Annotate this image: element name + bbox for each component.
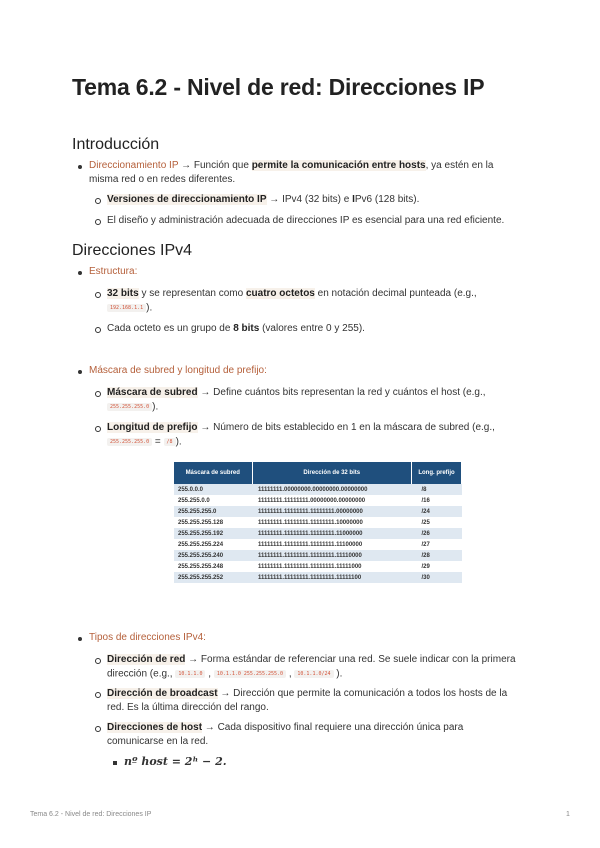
text: dirección (e.g., (107, 668, 176, 680)
text: ). (146, 302, 153, 314)
text: ). (333, 668, 343, 680)
binary-cell: 11111111.11111111.11111111.11000000 (252, 528, 412, 539)
table-row (174, 550, 462, 561)
text: y se representan como (138, 288, 246, 299)
bullet (78, 370, 82, 374)
bold-text: cuatro octetos (245, 288, 315, 299)
square-bullet (113, 761, 117, 765)
sub-bullet (95, 292, 101, 298)
sub-bullet (95, 391, 101, 397)
prefix-cell: /27 (412, 539, 462, 550)
label-tipos: Tipos de direcciones IPv4: (89, 632, 206, 643)
text: ). (175, 436, 182, 448)
mask-cell: 255.255.255.128 (174, 517, 252, 528)
text: → Define cuántos bits representan la red y cuántos el host (e.g., (197, 387, 486, 398)
table-header: Máscara de subred (174, 462, 252, 484)
inline-code: 10.1.1.0/24 (294, 670, 333, 678)
bullet (78, 271, 82, 275)
bold-text: I (352, 194, 355, 205)
bold-text: Máscara de subred (107, 387, 198, 398)
table-header: Dirección de 32 bits (252, 462, 412, 484)
mask-cell: 255.0.0.0 (174, 484, 252, 495)
text: → Número de bits establecido en 1 en la máscara de subred (e.g., (197, 422, 495, 433)
binary-cell: 11111111.11111111.11111111.11111100 (252, 572, 412, 583)
prefix-cell: /8 (412, 484, 462, 495)
bold-text: Dirección de broadcast (107, 688, 218, 699)
footer-title: Tema 6.2 - Nivel de red: Direcciones IP (30, 811, 152, 818)
estructura-sub-1 (107, 286, 477, 302)
prefix-cell: /26 (412, 528, 462, 539)
sub-bullet (95, 327, 101, 333)
inline-code: /8 (164, 438, 176, 446)
bold-text: Versiones de direccionamiento IP (107, 194, 267, 205)
text: , (205, 668, 214, 680)
intro-bullet-1-line2: misma red o en redes diferentes. (89, 174, 236, 185)
binary-cell: 11111111.11111111.11111111.11100000 (252, 539, 412, 550)
text: , (286, 668, 295, 680)
text: → Dirección que permite la comunicación a todos los hosts de la (217, 688, 508, 699)
subnet-mask-table (174, 462, 462, 583)
mask-cell: 255.255.255.240 (174, 550, 252, 561)
prefix-cell: /29 (412, 561, 462, 572)
estructura-sub-1-line2 (107, 300, 152, 317)
bold-text: Dirección de red (107, 654, 186, 665)
binary-cell: 11111111.11111111.00000000.00000000 (252, 495, 412, 506)
inline-code: 255.255.255.0 (107, 438, 152, 446)
table-row (174, 484, 462, 495)
sub-bullet (95, 198, 101, 204)
table-row (174, 528, 462, 539)
table-row (174, 572, 462, 583)
label-estructura: Estructura: (89, 266, 138, 277)
sub-bullet (95, 692, 101, 698)
section-heading-ipv4: Direcciones IPv4 (72, 242, 193, 259)
prefix-cell: /28 (412, 550, 462, 561)
prefix-cell: /24 (412, 506, 462, 517)
tipos-sub-2-line2: red. Es la última dirección del rango. (107, 702, 269, 713)
estructura-sub-2 (107, 321, 365, 337)
bullet (78, 165, 82, 169)
text: en notación decimal punteada (e.g., (314, 288, 477, 299)
mask-cell: 255.255.255.224 (174, 539, 252, 550)
intro-sub-1 (107, 192, 419, 208)
table-row (174, 539, 462, 550)
inline-code: 255.255.255.0 (107, 403, 152, 411)
mascara-sub-1-line2 (107, 399, 158, 416)
page-title: Tema 6.2 - Nivel de red: Direcciones IP (72, 74, 485, 100)
text: Pv6 (128 bits). (354, 194, 420, 205)
page-number: 1 (566, 811, 570, 818)
mask-cell: 255.255.255.248 (174, 561, 252, 572)
binary-cell: 11111111.11111111.11111111.11110000 (252, 550, 412, 561)
table-row (174, 506, 462, 517)
prefix-cell: /25 (412, 517, 462, 528)
text: → Cada dispositivo final requiere una dirección única para (202, 722, 464, 733)
term-direccionamiento: Direccionamiento IP (89, 160, 179, 171)
tipos-sub-1-line2 (107, 666, 342, 683)
inline-code: 10.1.1.0 (175, 670, 205, 678)
text: = (152, 436, 164, 448)
bold-text: Direcciones de host (107, 722, 203, 733)
section-heading-introduccion: Introducción (72, 136, 160, 153)
bold-text: Longitud de prefijo (107, 422, 198, 433)
host-formula: nº host = 2ʰ − 2. (124, 755, 227, 768)
bullet (78, 637, 82, 641)
bold-text: 8 bits (233, 323, 260, 334)
mask-cell: 255.255.255.0 (174, 506, 252, 517)
mascara-sub-2-line2 (107, 434, 182, 451)
mask-cell: 255.255.255.192 (174, 528, 252, 539)
intro-sub-2: El diseño y administración adecuada de direcciones IP es esencial para una red eficiente. (107, 215, 505, 226)
inline-code: 10.1.1.0 255.255.255.0 (214, 670, 286, 678)
sub-bullet (95, 658, 101, 664)
inline-code: 192.168.1.1 (107, 304, 146, 312)
bold-text: 32 bits (107, 288, 139, 299)
table-header: Long. prefijo (412, 462, 462, 484)
binary-cell: 11111111.11111111.11111111.10000000 (252, 517, 412, 528)
text: , ya estén en la (425, 160, 494, 171)
sub-bullet (95, 219, 101, 225)
binary-cell: 11111111.11111111.11111111.00000000 (252, 506, 412, 517)
sub-bullet (95, 726, 101, 732)
binary-cell: 11111111.11111111.11111111.11111000 (252, 561, 412, 572)
text: Cada octeto es un grupo de (107, 323, 234, 334)
tipos-sub-3-line2: comunicarse en la red. (107, 736, 209, 747)
table-row (174, 561, 462, 572)
table-row (174, 517, 462, 528)
mask-cell: 255.255.255.252 (174, 572, 252, 583)
prefix-cell: /16 (412, 495, 462, 506)
prefix-cell: /30 (412, 572, 462, 583)
text: (valores entre 0 y 255). (259, 323, 365, 334)
label-mascara: Máscara de subred y longitud de prefijo: (89, 365, 267, 376)
text: → Función que (178, 160, 252, 171)
sub-bullet (95, 426, 101, 432)
text: → IPv4 (32 bits) e (266, 194, 353, 205)
table-header-row (174, 462, 462, 484)
binary-cell: 11111111.00000000.00000000.00000000 (252, 484, 412, 495)
text: ). (152, 401, 159, 413)
bold-text: permite la comunicación entre hosts (251, 160, 426, 171)
table-row (174, 495, 462, 506)
mask-cell: 255.255.0.0 (174, 495, 252, 506)
text: → Forma estándar de referenciar una red. Se suele indicar con la primera (185, 654, 516, 665)
mascara-sub-1 (107, 385, 486, 401)
